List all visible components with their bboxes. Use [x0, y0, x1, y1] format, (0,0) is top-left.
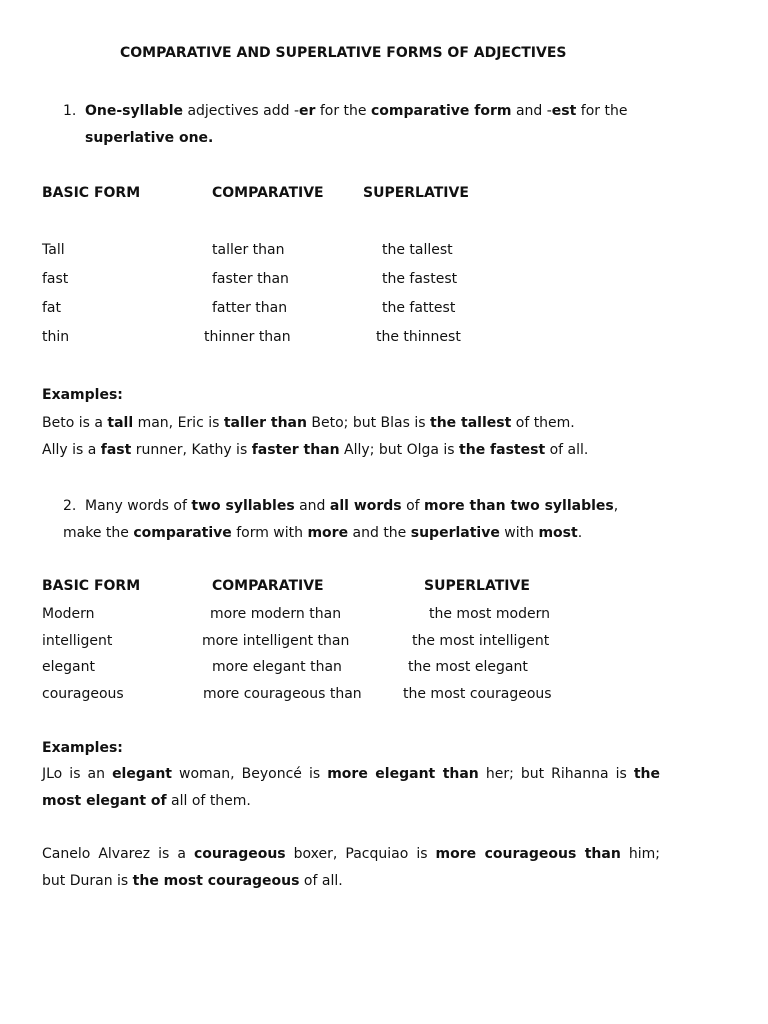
bold-text-run: most	[538, 525, 578, 541]
table-1-cell: Tall	[42, 242, 65, 258]
bold-text-run: all words	[329, 498, 402, 514]
table-2-cell: elegant	[42, 659, 95, 675]
text-run: make the	[63, 525, 134, 541]
text-run: Many words of	[85, 498, 192, 514]
text-run: Ally is a	[42, 442, 101, 458]
text-run: woman, Beyoncé is	[171, 766, 328, 782]
table-2-cell: Modern	[42, 606, 95, 622]
bold-text-run: One-syllable	[85, 103, 183, 119]
table-2-cell: more elegant than	[212, 659, 342, 675]
table-1-cell: the thinnest	[376, 329, 461, 345]
bold-text-run: the most courageous	[132, 873, 300, 889]
table-1-cell: the fastest	[382, 271, 458, 287]
bold-text-run: the	[633, 766, 661, 782]
text-run: runner, Kathy is	[131, 442, 252, 458]
text-run: adjectives add -	[183, 103, 299, 119]
rule-1-line-2	[85, 129, 213, 147]
bold-text-run: comparative form	[370, 103, 512, 119]
examples-2-paragraph-2-line-1	[42, 845, 660, 863]
examples-2-label: Examples:	[42, 740, 123, 756]
bold-text-run: more courageous than	[435, 846, 621, 862]
bold-text-run: fast	[100, 442, 132, 458]
table-1-cell: faster than	[212, 271, 289, 287]
examples-1-line-2	[42, 441, 588, 459]
table-2-header-basic: BASIC FORM	[42, 578, 141, 594]
text-run: of	[401, 498, 425, 514]
text-run: of them.	[511, 415, 575, 431]
table-2-cell: the most courageous	[403, 686, 552, 702]
examples-2-paragraph-2-line-2	[42, 872, 343, 890]
text-run: ,	[613, 498, 619, 514]
rule-1-line-1	[85, 102, 627, 120]
text-run: of all.	[545, 442, 589, 458]
table-1-cell: the tallest	[382, 242, 453, 258]
page-title: COMPARATIVE AND SUPERLATIVE FORMS OF ADJECTIVES	[120, 45, 567, 61]
table-2-cell: intelligent	[42, 633, 113, 649]
table-1-header-comparative: COMPARATIVE	[212, 185, 324, 201]
bold-text-run: superlative	[410, 525, 500, 541]
text-run: .	[577, 525, 583, 541]
text-run: with	[499, 525, 539, 541]
table-1-cell: thinner than	[204, 329, 291, 345]
table-1-header-basic: BASIC FORM	[42, 185, 141, 201]
rule-2-line-2	[63, 524, 582, 542]
rule-2-number: 2.	[63, 498, 77, 514]
bold-text-run: the tallest	[430, 415, 512, 431]
examples-1-line-1	[42, 414, 575, 432]
table-2-header-comparative: COMPARATIVE	[212, 578, 324, 594]
table-2-cell: more intelligent than	[202, 633, 350, 649]
examples-1-label: Examples:	[42, 387, 123, 403]
text-run: him;	[620, 846, 660, 862]
table-2-cell: more modern than	[210, 606, 342, 622]
table-2-header-superlative: SUPERLATIVE	[424, 578, 530, 594]
bold-text-run: superlative one.	[85, 130, 214, 146]
text-run: boxer, Pacquiao is	[285, 846, 436, 862]
table-2-cell: the most modern	[429, 606, 550, 622]
table-1-cell: thin	[42, 329, 70, 345]
text-run: all of them.	[166, 793, 251, 809]
examples-2-paragraph-1-line-1	[42, 765, 660, 783]
text-run: her; but Rihanna is	[478, 766, 634, 782]
rule-2-line-1	[85, 497, 618, 515]
text-run: JLo is an	[42, 766, 113, 782]
bold-text-run: most elegant of	[42, 793, 167, 809]
text-run: Beto; but Blas is	[306, 415, 430, 431]
bold-text-run: more than two syllables	[424, 498, 614, 514]
bold-text-run: elegant	[112, 766, 172, 782]
text-run: man, Eric is	[133, 415, 224, 431]
bold-text-run: faster than	[251, 442, 340, 458]
table-2-cell: more courageous than	[203, 686, 362, 702]
bold-text-run: courageous	[193, 846, 286, 862]
examples-2-paragraph-1-line-2	[42, 792, 251, 810]
bold-text-run: two syllables	[191, 498, 295, 514]
text-run: for the	[576, 103, 628, 119]
text-run: Beto is a	[42, 415, 108, 431]
rule-1-number: 1.	[63, 103, 77, 119]
text-run: and -	[511, 103, 552, 119]
table-1-header-superlative: SUPERLATIVE	[363, 185, 469, 201]
table-2-cell: the most intelligent	[412, 633, 550, 649]
bold-text-run: tall	[107, 415, 134, 431]
text-run: and	[294, 498, 330, 514]
text-run: for the	[315, 103, 371, 119]
bold-text-run: more	[307, 525, 349, 541]
bold-text-run: er	[299, 103, 316, 119]
table-1-cell: taller than	[212, 242, 285, 258]
bold-text-run: comparative	[133, 525, 232, 541]
table-2-cell: the most elegant	[408, 659, 528, 675]
text-run: and the	[348, 525, 411, 541]
text-run: of all.	[299, 873, 343, 889]
table-1-cell: fast	[42, 271, 69, 287]
table-2-cell: courageous	[42, 686, 124, 702]
table-1-cell: the fattest	[382, 300, 456, 316]
bold-text-run: est	[551, 103, 577, 119]
text-run: form with	[231, 525, 308, 541]
text-run: but Duran is	[42, 873, 133, 889]
text-run: Canelo Alvarez is a	[42, 846, 194, 862]
bold-text-run: the fastest	[459, 442, 546, 458]
text-run: Ally; but Olga is	[339, 442, 460, 458]
table-1-cell: fatter than	[212, 300, 288, 316]
bold-text-run: taller than	[223, 415, 307, 431]
bold-text-run: more elegant than	[327, 766, 479, 782]
table-1-cell: fat	[42, 300, 61, 316]
